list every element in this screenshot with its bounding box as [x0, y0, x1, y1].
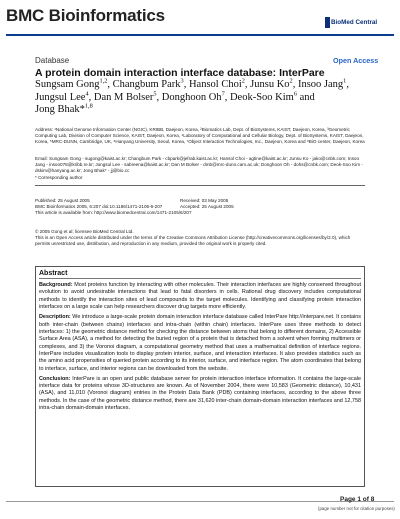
- author-name: , Deok-Soo Kim: [224, 91, 294, 103]
- conclusion-text: InterPare is an open and public database server for protein interaction interface information. It contains the large-scale interface data for proteins whose 3D-structures are known. As of November 2004, there were 10,583 (Geometric distance), 10,431 (ASA), and 11,010 (Voronoi diagram) entries in the Protein Data Bank (PDB) containing interfaces, according to the above three methods. In the case of the geometric distance method, there are 31,620 inter-chain domain-domain interaction interfaces and 12,758 intra-chain domain-domain interfaces.: [39, 375, 361, 412]
- description-label: Description:: [39, 314, 71, 321]
- published-date: Published: 25 August 2005: [35, 198, 90, 203]
- abstract-heading: Abstract: [39, 270, 361, 279]
- license-text: This is an Open Access article distributed under the terms of the Creative Commons Attribution License (http://creativecommons.org/licenses/by/2.0), which permits unrestricted use, distribution, and reproduction in any medium, provided the original work is properly cited.: [35, 235, 351, 247]
- author-list: [35, 79, 365, 117]
- author-affiliation: 3: [180, 77, 184, 85]
- header-rule: [6, 34, 394, 36]
- article-url[interactable]: This article is available from: http://www.biomedcentral.com/1471-2105/6/207: [35, 210, 192, 216]
- author-name: , Donghoon Oh: [156, 91, 222, 103]
- author-name: , Hansol Choi: [183, 79, 242, 90]
- corresponding-author-note: * Corresponding author: [35, 175, 83, 180]
- open-access-badge: Open Access: [333, 56, 379, 65]
- copyright-notice: [35, 229, 365, 248]
- author-affiliation: 2: [241, 77, 245, 85]
- page-number-note: (page number not for citation purposes): [318, 506, 395, 511]
- author-affiliation: 1,8: [84, 102, 93, 110]
- author-affiliation: 2: [289, 77, 293, 85]
- journal-title: BMC Bioinformatics: [6, 6, 165, 25]
- author-affiliation: 4: [85, 90, 89, 97]
- author-affiliation: 1,2: [99, 77, 108, 85]
- abstract-description: [39, 314, 361, 373]
- affiliations: Address: ¹National Genome Information Center (NGIC), KRIBB, Daejeon, Korea, ²Biomatics Lab, Dept. of BioSystems, KAIST, Daejeon, Korea, ³Geometric Computing Lab, Division of Computer Science, KAIST, Daejeon, Korea, ⁴Laboratory of Computational and Cellular Biology, Dept. of BioSystems, KAIST, Daejeon, Korea, ⁵MRC-DUNN, Cambridge, UK, ⁶Hanyang University, Seoul, Korea, ⁷Object Interaction Technologies, Inc., Daejeon, Korea and ⁸BiO center, Daejeon, Korea: [35, 127, 365, 145]
- author-separator: ,: [346, 79, 349, 90]
- citation: BMC Bioinformatics 2005, 6:207 doi:10.1186/1471-2105-6-207: [35, 204, 163, 210]
- author-name: Jong Bhak*: [35, 104, 85, 115]
- logo-text: BioMed Central: [331, 18, 378, 26]
- received-date: Received: 03 May 2005: [180, 198, 229, 203]
- author-name: , Insoo Jang: [292, 79, 344, 90]
- page-number: Page 1 of 8: [340, 496, 375, 503]
- background-text: Most proteins function by interacting with other molecules. Their interaction interfaces are highly conserved throughout evolution to avoid undesirable interactions that lead to fatal disorders in cells. Rational drug discovery includes computational methods to identify the interaction sites of lead compounds to the target molecules. Identifying and classifying protein interaction interfaces on a large scale can help researchers discover drug targets more efficiently.: [39, 282, 361, 311]
- author-affiliation: 5: [153, 90, 157, 97]
- biomed-central-logo: [325, 14, 389, 30]
- copyright-line: © 2005 Gong et al; licensee BioMed Central Ltd.: [35, 229, 134, 234]
- publication-info: [35, 198, 365, 217]
- author-name: , Changbum Park: [107, 79, 181, 90]
- conclusion-label: Conclusion:: [39, 375, 71, 382]
- article-title: A protein domain interaction interface database: InterPare: [35, 67, 325, 79]
- author-conjunction: and: [297, 91, 315, 103]
- background-label: Background:: [39, 282, 73, 288]
- author-name: , Junsu Ko: [244, 79, 290, 90]
- author-affiliation: 6: [293, 90, 297, 97]
- author-name: , Dan M Bolser: [88, 91, 154, 103]
- author-name: Sungsam Gong: [35, 79, 100, 90]
- author-emails: Email: Sungsam Gong - sugong@kaist.ac.kr; Changbum Park - cbpark@jefrab.kaist.ac.kr; Hansol Choi - agtine@kaist.ac.kr; Junsu Ko - jako@cnbk.com; Insoo Jang - insoo078@kribb.re.kr; Jungsul Lee - sabreena@kaist.ac.kr; Dan M Bolser - dmb@mrc-dunn.cam.ac.uk; Donghoon Oh - dohs@cnbk.com; Deok-Soo Kim - dskim@hanyang.ac.kr; Jong Bhak* - jj@bio.cc: [35, 156, 363, 174]
- author-affiliation: 1: [343, 77, 347, 85]
- abstract-background: [39, 282, 361, 311]
- author-name: Jungsul Lee: [35, 91, 86, 103]
- authors-line-3: [35, 104, 365, 117]
- divider: [35, 185, 365, 186]
- logo-mark-icon: [325, 17, 330, 28]
- description-text: We introduce a large-scale protein domain interaction interface database called InterPare http://interpare.net. It contains both inter-chain (between chains) interfaces and intra-chain (within chain) interfaces. InterPare uses three methods to detect interfaces: 1) the geometric distance method for checking the distance between atoms that belong to different domains, 2) Accessible Surface Area (ASA), a method for detecting the buried region of a protein that is detached from a solvent when forming multimers or complexes, and 3) the Voronoi diagram, a computational geometry method that uses a mathematical definition of interface regions. InterPare includes visualization tools to display protein interior, surface, and interaction interfaces. It also provides statistics such as the amino acid propensities of queried protein according to its interior, surface, and interface region. The atom coordinates that belong to interface, surface, and interior regions can be downloaded from the website.: [39, 314, 361, 372]
- footer-rule: [6, 501, 394, 502]
- author-affiliation: 7: [221, 90, 225, 97]
- article-section: Database: [35, 56, 70, 65]
- abstract-conclusion: [39, 376, 361, 413]
- accepted-date: Accepted: 25 August 2005: [180, 204, 234, 210]
- abstract-box: [35, 266, 365, 487]
